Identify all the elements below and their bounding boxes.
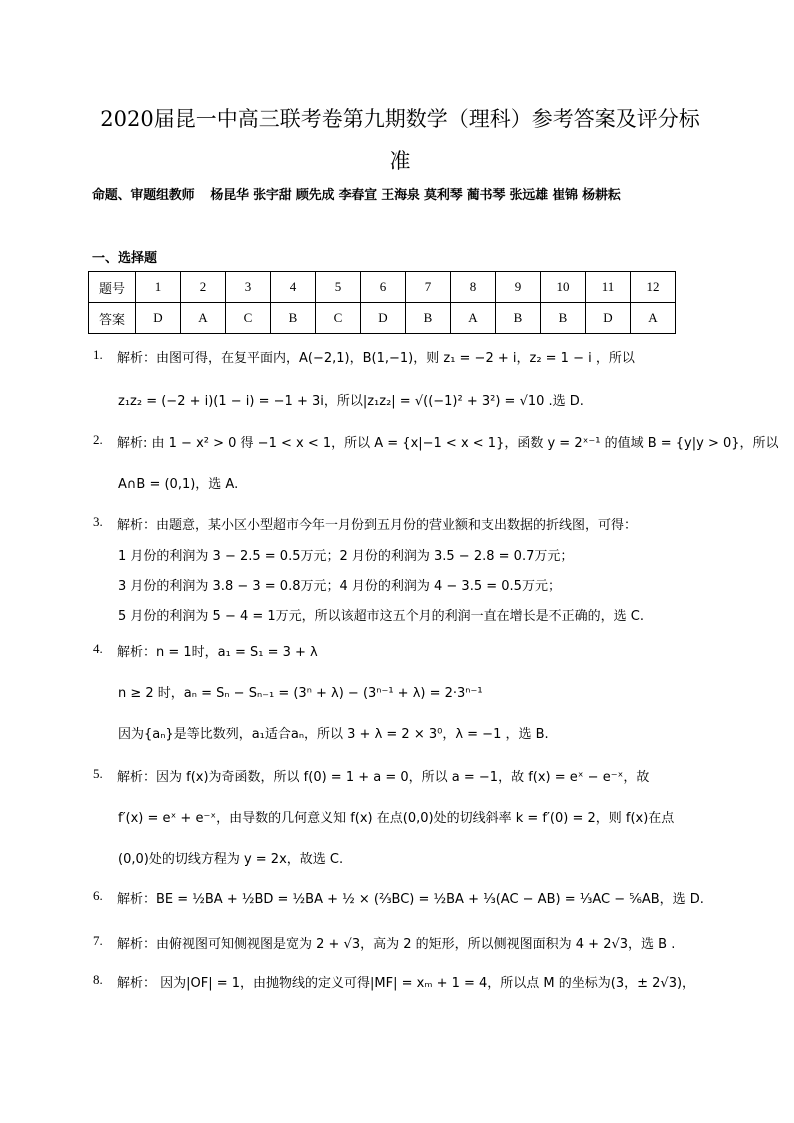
table-cell: 6: [361, 272, 406, 303]
table-cell: A: [451, 303, 496, 334]
solution-text: 解析：由俯视图可知侧视图是宽为 2 + √3，高为 2 的矩形，所以侧视图面积为 4 + 2√3，选 B .: [117, 937, 676, 952]
solution-text: 解析：由题意，某小区小型超市今年一月份到五月份的营业额和支出数据的折线图，可得：: [117, 518, 638, 533]
table-cell: 3: [226, 272, 271, 303]
table-cell: 11: [586, 272, 631, 303]
section-heading-multiple-choice: 一、选择题: [92, 251, 158, 266]
table-cell: A: [181, 303, 226, 334]
table-row-numbers: [89, 272, 676, 303]
table-row-answers: [89, 303, 676, 334]
solution-text: n ≥ 2 时，aₙ = Sₙ − Sₙ₋₁ = (3ⁿ + λ) − (3ⁿ⁻¹ + λ) = 2·3ⁿ⁻¹: [118, 686, 483, 701]
solution-text: 解析：BE = ½BA + ½BD = ½BA + ½ × (⅔BC) = ½BA + ⅓(AC − AB) = ⅓AC − ⅚AB，选 D.: [117, 892, 704, 907]
solution-text: f′(x) = eˣ + e⁻ˣ，由导数的几何意义知 f(x) 在点(0,0)处的切线斜率 k = f′(0) = 2，则 f(x)在点: [118, 811, 675, 826]
table-cell: 4: [271, 272, 316, 303]
table-row-header: 题号: [89, 272, 136, 303]
solution-number: 6.: [93, 888, 103, 903]
solution-text: A∩B = (0,1)，选 A.: [118, 477, 239, 492]
solution-number: 4.: [93, 641, 103, 656]
solution-number: 2.: [93, 432, 103, 447]
table-cell: B: [271, 303, 316, 334]
table-cell: D: [361, 303, 406, 334]
author-label: 命题、审题组教师: [92, 188, 195, 203]
solution-text: 解析：n = 1时，a₁ = S₁ = 3 + λ: [117, 645, 318, 660]
table-cell: D: [586, 303, 631, 334]
solution-number: 5.: [93, 766, 103, 781]
table-cell: 8: [451, 272, 496, 303]
table-cell: D: [136, 303, 181, 334]
solution-text: (0,0)处的切线方程为 y = 2x，故选 C.: [118, 852, 344, 867]
table-cell: C: [316, 303, 361, 334]
document-title-continuation: 准: [389, 149, 411, 173]
table-row-header: 答案: [89, 303, 136, 334]
solution-text: 解析：由图可得，在复平面内，A(−2,1)，B(1,−1)，则 z₁ = −2 + i，z₂ = 1 − i ，所以: [117, 351, 635, 366]
document-title: 2020届昆一中高三联考卷第九期数学（理科）参考答案及评分标: [100, 107, 700, 131]
solution-number: 8.: [93, 972, 103, 987]
solution-text: 解析: 由 1 − x² > 0 得 −1 < x < 1，所以 A = {x|−1 < x < 1}，函数 y = 2ˣ⁻¹ 的值域 B = {y|y > 0}，所以: [117, 436, 779, 451]
solution-text: 1 月份的利润为 3 − 2.5 = 0.5万元；2 月份的利润为 3.5 − 2.8 = 0.7万元；: [118, 549, 574, 564]
solution-text: 解析： 因为|OF| = 1，由抛物线的定义可得|MF| = xₘ + 1 = 4，所以点 M 的坐标为(3，± 2√3)，: [117, 976, 696, 991]
table-cell: C: [226, 303, 271, 334]
solution-text: 3 月份的利润为 3.8 − 3 = 0.8万元；4 月份的利润为 4 − 3.5 = 0.5万元；: [118, 579, 561, 594]
table-cell: 9: [496, 272, 541, 303]
solution-text: z₁z₂ = (−2 + i)(1 − i) = −1 + 3i，所以|z₁z₂| = √((−1)² + 3²) = √10 .选 D.: [118, 394, 584, 409]
solution-text: 5 月份的利润为 5 − 4 = 1万元，所以该超市这五个月的利润一直在增长是不正确的，选 C.: [118, 609, 645, 624]
table-cell: 7: [406, 272, 451, 303]
solution-text: 因为{aₙ}是等比数列，a₁适合aₙ，所以 3 + λ = 2 × 3⁰，λ = −1 ，选 B.: [118, 727, 549, 742]
solution-number: 1.: [93, 347, 103, 362]
author-names: 杨昆华 张宇甜 顾先成 李春宣 王海泉 莫利琴 蔺书琴 张远雄 崔锦 杨耕耘: [210, 188, 621, 203]
solution-number: 7.: [93, 933, 103, 948]
table-cell: A: [631, 303, 676, 334]
solution-text: 解析：因为 f(x)为奇函数，所以 f(0) = 1 + a = 0，所以 a = −1，故 f(x) = eˣ − e⁻ˣ，故: [117, 770, 650, 785]
table-cell: 2: [181, 272, 226, 303]
solution-number: 3.: [93, 514, 103, 529]
table-cell: 10: [541, 272, 586, 303]
author-line: [92, 184, 707, 203]
table-cell: 5: [316, 272, 361, 303]
table-cell: 1: [136, 272, 181, 303]
table-cell: B: [406, 303, 451, 334]
table-cell: 12: [631, 272, 676, 303]
answer-table: [88, 271, 676, 334]
table-cell: B: [541, 303, 586, 334]
table-cell: B: [496, 303, 541, 334]
